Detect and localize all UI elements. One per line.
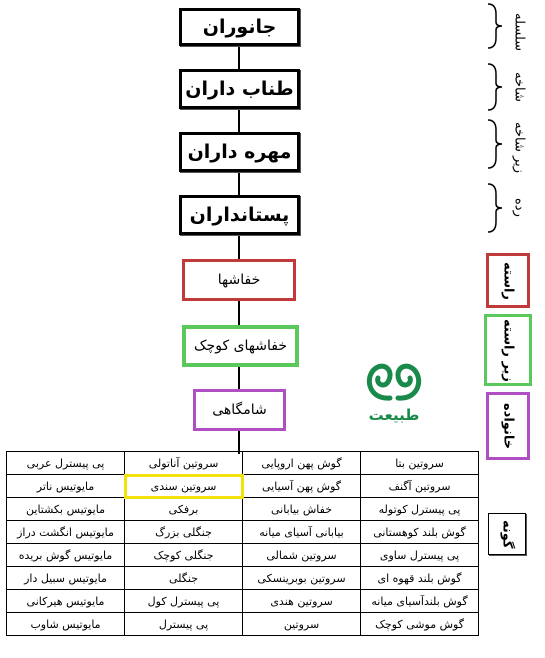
species-cell: گوش بلندآسیای میانه	[361, 590, 479, 613]
brace-icon	[486, 182, 504, 234]
species-cell: گوش پهن اروپایی	[243, 452, 361, 475]
brace-icon	[486, 118, 504, 170]
table-row	[7, 498, 479, 521]
table-row	[7, 613, 479, 636]
species-cell: مایوتیس گوش بریده	[7, 544, 125, 567]
rank-box-class	[179, 195, 300, 235]
species-cell: سروتین	[243, 613, 361, 636]
species-cell: جنگلی کوچک	[125, 544, 243, 567]
rank-legend-label: راسته	[500, 261, 516, 300]
rank-label-phylum: سلسله	[511, 12, 527, 52]
rank-label: طناب داران	[185, 78, 294, 100]
rank-label: مهره داران	[187, 141, 292, 163]
species-cell: گوش بلند قهوه ای	[361, 567, 479, 590]
table-row	[7, 521, 479, 544]
species-cell: پی پیسترل	[125, 613, 243, 636]
rank-legend-species	[488, 513, 526, 555]
species-cell: مایوتیس شاوب	[7, 613, 125, 636]
species-cell: مایوتیس ناتر	[7, 475, 125, 498]
species-cell: پی پیسترل کوتوله	[361, 498, 479, 521]
species-cell: سروتین آگنف	[361, 475, 479, 498]
species-cell: پی پیسترل ساوی	[361, 544, 479, 567]
species-cell: سروتین هندی	[243, 590, 361, 613]
logo	[360, 358, 428, 428]
rank-box-phylum	[179, 69, 300, 109]
species-cell: سروتین شمالی	[243, 544, 361, 567]
logo-horns-icon	[360, 358, 428, 406]
species-cell: گوش بلند کوهستانی	[361, 521, 479, 544]
rank-box-family	[193, 389, 286, 431]
rank-label: خفاشهای کوچک	[194, 338, 287, 354]
species-cell: مایوتیس هیرکانی	[7, 590, 125, 613]
rank-label: خفاشها	[217, 272, 261, 288]
rank-legend-family	[486, 392, 530, 460]
logo-text: طبیعت	[368, 406, 420, 424]
rank-label-class: رده	[511, 197, 527, 217]
rank-box-order	[182, 259, 296, 301]
rank-box-suborder	[182, 325, 299, 367]
table-row	[7, 544, 479, 567]
species-cell: گوش پهن آسیایی	[243, 475, 361, 498]
species-cell: مایوتیس سبیل دار	[7, 567, 125, 590]
species-cell: پی پیسترل کول	[125, 590, 243, 613]
rank-box-kingdom	[179, 8, 300, 46]
species-cell: بیابانی آسیای میانه	[243, 521, 361, 544]
table-row	[7, 475, 479, 498]
brace-icon	[486, 62, 504, 112]
table-row	[7, 452, 479, 475]
species-cell: سروتین بتا	[361, 452, 479, 475]
rank-label: شامگاهی	[212, 402, 267, 418]
species-cell: برفکی	[125, 498, 243, 521]
species-cell: خفاش بیابانی	[243, 498, 361, 521]
species-cell: مایوتیس انگشت دراز	[7, 521, 125, 544]
rank-label: جانوران	[202, 16, 277, 38]
species-cell: پی پیسترل عربی	[7, 452, 125, 475]
species-cell: سروتین آناتولی	[125, 452, 243, 475]
rank-legend-order	[486, 253, 530, 308]
species-cell: مایوتیس بکشتاین	[7, 498, 125, 521]
rank-legend-label: خانواده	[500, 402, 516, 450]
table-row	[7, 590, 479, 613]
species-cell: گوش موشی کوچک	[361, 613, 479, 636]
species-cell: سروتین سندی	[125, 475, 243, 498]
rank-label: پستانداران	[189, 204, 290, 226]
species-cell: سروتین بوبرینسکی	[243, 567, 361, 590]
rank-label-subclass: زیر شاخه	[511, 122, 527, 174]
table-row	[7, 567, 479, 590]
rank-legend-label: زیر راسته	[500, 318, 516, 382]
rank-legend-label: گونه	[499, 519, 515, 549]
species-cell: جنگلی بزرگ	[125, 521, 243, 544]
species-cell: جنگلی	[125, 567, 243, 590]
species-table	[6, 451, 479, 636]
rank-box-vertebrates	[179, 132, 300, 172]
rank-label-subphylum: شاخه	[511, 72, 527, 102]
rank-legend-suborder	[484, 314, 532, 386]
brace-icon	[486, 2, 504, 50]
